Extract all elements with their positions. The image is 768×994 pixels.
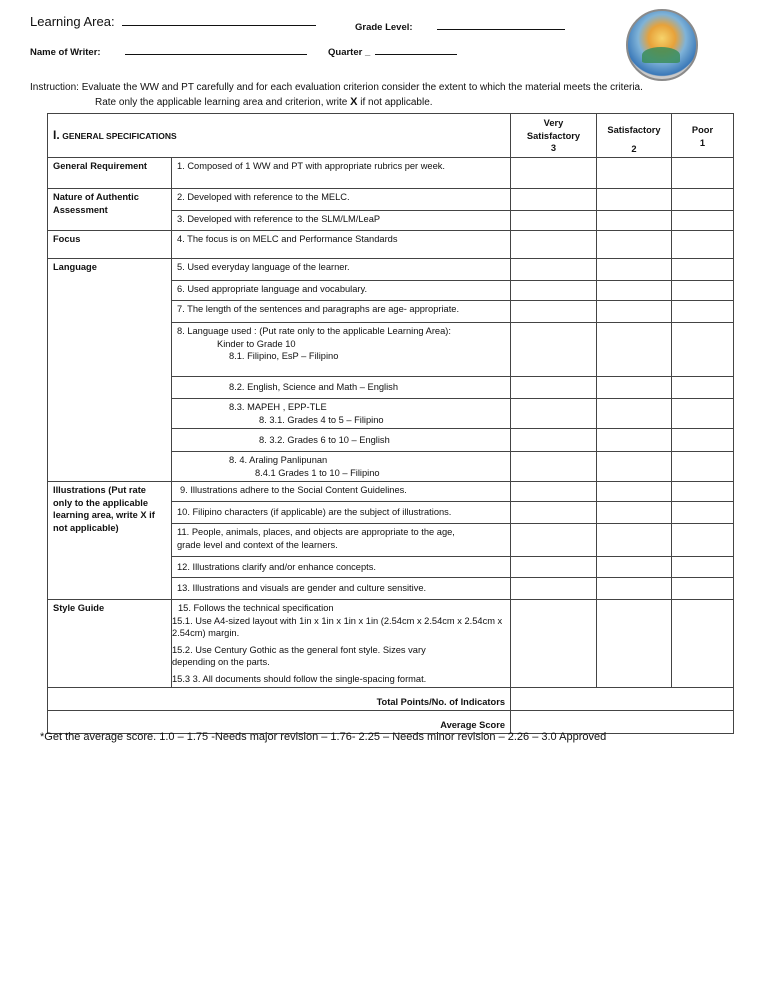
criterion-8-1: 8.1. Filipino, EsP – Filipino (229, 351, 339, 361)
learning-area-input[interactable] (122, 15, 316, 26)
criterion-13: 13. Illustrations and visuals are gender and culture sensitive. (172, 578, 511, 600)
score-cell-vs[interactable] (511, 600, 597, 688)
table-row (48, 482, 734, 502)
score-cell-p[interactable] (672, 231, 734, 259)
criterion-12: 12. Illustrations clarify and/or enhance concepts. (172, 557, 511, 578)
criterion-8-4-1: 8.4.1 Grades 1 to 10 – Filipino (255, 467, 380, 478)
quarter-input[interactable] (375, 44, 457, 55)
criterion-15-2: 15.2. Use Century Gothic as the general font style. Sizes vary depending on the parts. (172, 644, 426, 667)
grade-level-field (355, 19, 565, 33)
score-cell-vs[interactable] (511, 399, 597, 429)
average-label: Average Score (48, 711, 511, 734)
category-illustrations: Illustrations (Put rate only to the applicable learning area, write X if not applicable) (48, 482, 172, 600)
evaluation-table (47, 113, 734, 734)
score-cell-s[interactable] (597, 399, 672, 429)
score-cell-p[interactable] (672, 399, 734, 429)
table-row (48, 600, 734, 688)
score-cell-s[interactable] (597, 452, 672, 482)
col-poor: Poor 1 (672, 114, 734, 158)
instruction-line-1: Instruction: Evaluate the WW and PT carefully and for each evaluation criterion consider the extent to which the material meets the criteria. (30, 82, 643, 93)
score-cell-vs[interactable] (511, 482, 597, 502)
quarter-label: Quarter _ (328, 47, 371, 58)
score-cell-vs[interactable] (511, 281, 597, 301)
criterion-8-2: 8.2. English, Science and Math – English (172, 377, 511, 399)
criterion-8-kinder: Kinder to Grade 10 (217, 338, 296, 349)
score-cell-p[interactable] (672, 301, 734, 323)
instruction-x-mark: X (350, 96, 358, 108)
table-row (48, 259, 734, 281)
score-cell-p[interactable] (672, 377, 734, 399)
criterion-8-3-1: 8. 3.1. Grades 4 to 5 – Filipino (259, 414, 384, 425)
score-cell-vs[interactable] (511, 502, 597, 524)
quarter-field (328, 44, 457, 58)
score-cell-p[interactable] (672, 482, 734, 502)
score-cell-p[interactable] (672, 578, 734, 600)
score-cell-s[interactable] (597, 301, 672, 323)
logo-leaf-shape (642, 47, 680, 63)
score-cell-s[interactable] (597, 259, 672, 281)
score-cell-p[interactable] (672, 211, 734, 231)
writer-label: Name of Writer: (30, 47, 101, 58)
criterion-7: 7. The length of the sentences and paragraphs are age- appropriate. (172, 301, 511, 323)
score-cell-vs[interactable] (511, 189, 597, 211)
score-cell-s[interactable] (597, 158, 672, 189)
criterion-1: 1. Composed of 1 WW and PT with appropriate rubrics per week. (172, 158, 511, 189)
writer-field (30, 44, 307, 58)
score-cell-p[interactable] (672, 524, 734, 557)
instruction-line-2 (95, 96, 433, 108)
criterion-8 (172, 323, 511, 377)
category-general: General Requirement (48, 158, 172, 189)
category-style-guide: Style Guide (48, 600, 172, 688)
score-cell-s[interactable] (597, 323, 672, 377)
score-cell-s[interactable] (597, 281, 672, 301)
score-cell-p[interactable] (672, 452, 734, 482)
learning-area-label: Learning Area: (30, 14, 115, 29)
criterion-6: 6. Used appropriate language and vocabulary. (172, 281, 511, 301)
score-cell-s[interactable] (597, 429, 672, 452)
score-cell-p[interactable] (672, 189, 734, 211)
criterion-8-text: 8. Language used : (Put rate only to the applicable Learning Area): (177, 326, 451, 336)
criterion-15-3: 15.3 3. All documents should follow the single-spacing format. (172, 673, 427, 684)
score-cell-s[interactable] (597, 502, 672, 524)
instruction-text-end: if not applicable. (357, 97, 433, 108)
writer-input[interactable] (125, 44, 307, 55)
table-row (48, 158, 734, 189)
criterion-8-3-2: 8. 3.2. Grades 6 to 10 – English (172, 429, 511, 452)
score-cell-p[interactable] (672, 323, 734, 377)
score-cell-vs[interactable] (511, 578, 597, 600)
criterion-2: 2. Developed with reference to the MELC. (172, 189, 511, 211)
criterion-11: 11. People, animals, places, and objects are appropriate to the age, grade level and context of the learners. (172, 524, 511, 557)
criterion-8-3 (172, 399, 511, 429)
score-cell-vs[interactable] (511, 231, 597, 259)
score-cell-vs[interactable] (511, 323, 597, 377)
score-cell-s[interactable] (597, 557, 672, 578)
score-cell-s[interactable] (597, 189, 672, 211)
table-row (48, 231, 734, 259)
score-cell-p[interactable] (672, 557, 734, 578)
col-satisfactory: Satisfactory 2 (597, 114, 672, 158)
score-cell-s[interactable] (597, 231, 672, 259)
total-row (48, 688, 734, 711)
division-logo (626, 9, 698, 81)
score-cell-vs[interactable] (511, 158, 597, 189)
criterion-15-1: 15.1. Use A4-sized layout with 1in x 1in x 1in x 1in (2.54cm x 2.54cm x 2.54cm x 2.54cm) margin. (172, 615, 503, 638)
grade-level-input[interactable] (437, 19, 565, 30)
score-cell-p[interactable] (672, 158, 734, 189)
criterion-8-4 (172, 452, 511, 482)
category-nature: Nature of Authentic Assessment (48, 189, 172, 231)
col-very-satisfactory: Very Satisfactory 3 (511, 114, 597, 158)
table-row (48, 189, 734, 211)
score-cell-s[interactable] (597, 600, 672, 688)
score-cell-vs[interactable] (511, 452, 597, 482)
score-cell-vs[interactable] (511, 557, 597, 578)
criterion-8-3-text: 8.3. MAPEH , EPP-TLE (229, 402, 327, 412)
score-cell-p[interactable] (672, 259, 734, 281)
criterion-15-text: 15. Follows the technical specification (178, 603, 334, 613)
score-cell-s[interactable] (597, 482, 672, 502)
score-cell-p[interactable] (672, 502, 734, 524)
score-cell-vs[interactable] (511, 301, 597, 323)
score-cell-p[interactable] (672, 600, 734, 688)
criterion-8-4-text: 8. 4. Araling Panlipunan (229, 455, 328, 465)
score-cell-s[interactable] (597, 211, 672, 231)
score-cell-s[interactable] (597, 377, 672, 399)
section-title: I. GENERAL SPECIFICATIONS (48, 114, 511, 158)
criterion-3: 3. Developed with reference to the SLM/LM/LeaP (172, 211, 511, 231)
score-cell-s[interactable] (597, 578, 672, 600)
criterion-4: 4. The focus is on MELC and Performance Standards (172, 231, 511, 259)
grade-level-label: Grade Level: (355, 22, 413, 33)
score-cell-vs[interactable] (511, 524, 597, 557)
total-label: Total Points/No. of Indicators (48, 688, 511, 711)
criterion-9: 9. Illustrations adhere to the Social Content Guidelines. (172, 482, 511, 502)
score-cell-p[interactable] (672, 429, 734, 452)
score-cell-vs[interactable] (511, 429, 597, 452)
score-cell-p[interactable] (672, 281, 734, 301)
criterion-5: 5. Used everyday language of the learner. (172, 259, 511, 281)
score-cell-vs[interactable] (511, 211, 597, 231)
score-cell-vs[interactable] (511, 377, 597, 399)
criterion-15 (172, 600, 511, 688)
category-focus: Focus (48, 231, 172, 259)
category-language: Language (48, 259, 172, 482)
score-cell-vs[interactable] (511, 259, 597, 281)
criterion-10: 10. Filipino characters (if applicable) are the subject of illustrations. (172, 502, 511, 524)
footnote: *Get the average score. 1.0 – 1.75 -Needs major revision – 1.76- 2.25 – Needs minor revision – 2.26 – 3.0 Approved (40, 731, 607, 743)
table-header-row (48, 114, 734, 158)
total-value-cell[interactable] (511, 688, 734, 711)
score-cell-s[interactable] (597, 524, 672, 557)
learning-area-field (30, 14, 316, 29)
instruction-text: Rate only the applicable learning area and criterion, write (95, 97, 351, 108)
